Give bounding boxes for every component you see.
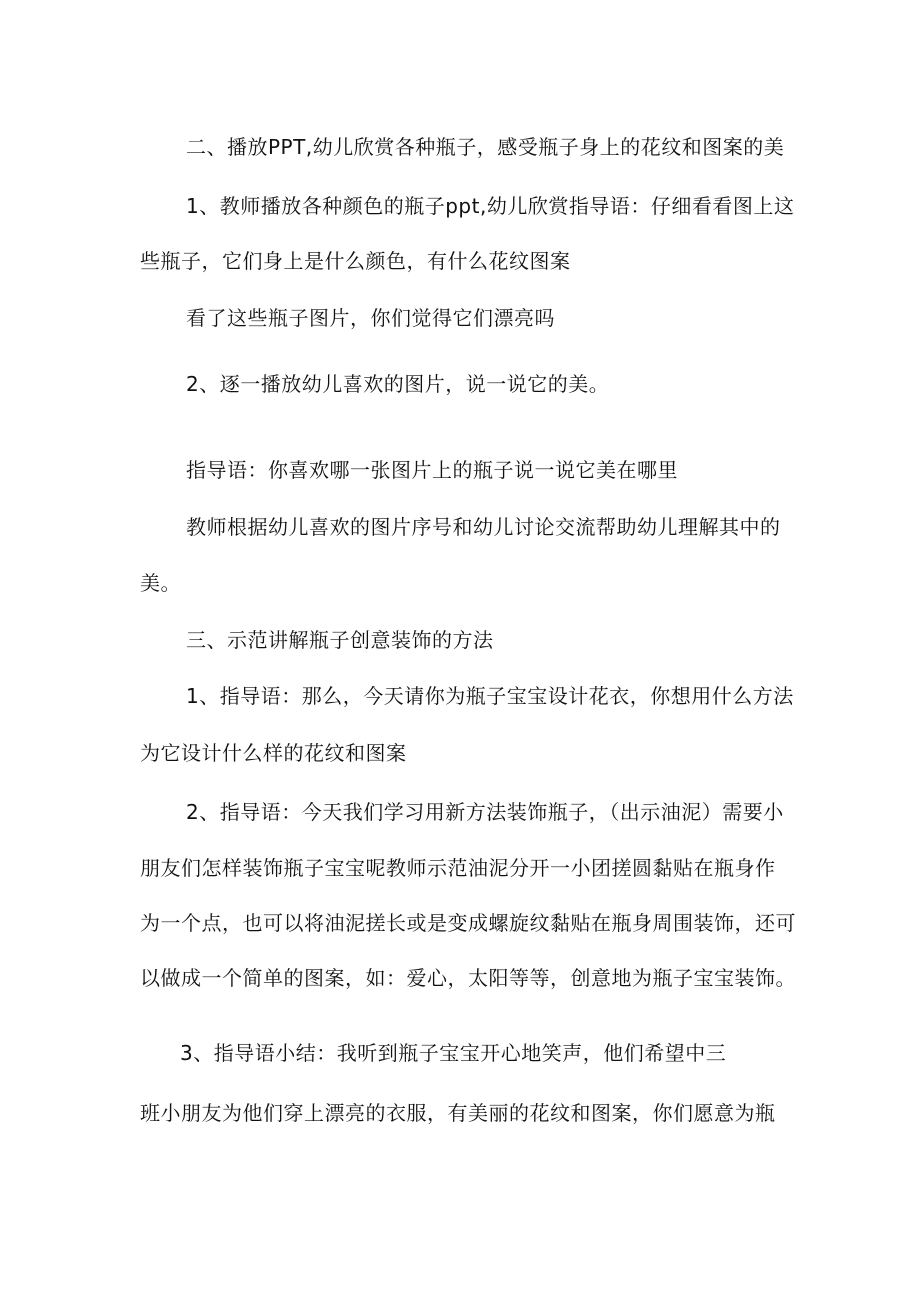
paragraph-line: 以做成一个简单的图案，如：爱心，太阳等等，创意地为瓶子宝宝装饰。 xyxy=(140,966,796,990)
paragraph-line: 3、指导语小结：我听到瓶子宝宝开心地笑声，他们希望中三 xyxy=(180,1041,727,1065)
paragraph-line: 班小朋友为他们穿上漂亮的衣服，有美丽的花纹和图案，你们愿意为瓶 xyxy=(140,1101,776,1125)
paragraph-line: 1、指导语：那么，今天请你为瓶子宝宝设计花衣，你想用什么方法 xyxy=(186,684,794,708)
paragraph-line: 指导语：你喜欢哪一张图片上的瓶子说一说它美在哪里 xyxy=(186,458,678,482)
paragraph-line: 为一个点，也可以将油泥搓长或是变成螺旋纹黏贴在瓶身周围装饰，还可 xyxy=(140,911,796,935)
section-heading-two: 二、播放PPT,幼儿欣赏各种瓶子，感受瓶子身上的花纹和图案的美 xyxy=(186,135,785,159)
paragraph-line: 看了这些瓶子图片，你们觉得它们漂亮吗 xyxy=(186,306,555,330)
paragraph-line: 教师根据幼儿喜欢的图片序号和幼儿讨论交流帮助幼儿理解其中的 xyxy=(186,515,781,539)
paragraph-line: 些瓶子，它们身上是什么颜色，有什么花纹图案 xyxy=(140,249,571,273)
paragraph-line: 美。 xyxy=(140,571,181,595)
section-heading-three: 三、示范讲解瓶子创意装饰的方法 xyxy=(186,628,494,652)
paragraph-line: 1、教师播放各种颜色的瓶子ppt,幼儿欣赏指导语：仔细看看图上这 xyxy=(186,194,795,218)
paragraph-line: 2、指导语：今天我们学习用新方法装饰瓶子，（出示油泥）需要小 xyxy=(186,800,784,824)
paragraph-line: 2、逐一播放幼儿喜欢的图片，说一说它的美。 xyxy=(186,372,610,396)
paragraph-line: 朋友们怎样装饰瓶子宝宝呢教师示范油泥分开一小团搓圆黏贴在瓶身作 xyxy=(140,856,776,880)
paragraph-line: 为它设计什么样的花纹和图案 xyxy=(140,741,407,765)
